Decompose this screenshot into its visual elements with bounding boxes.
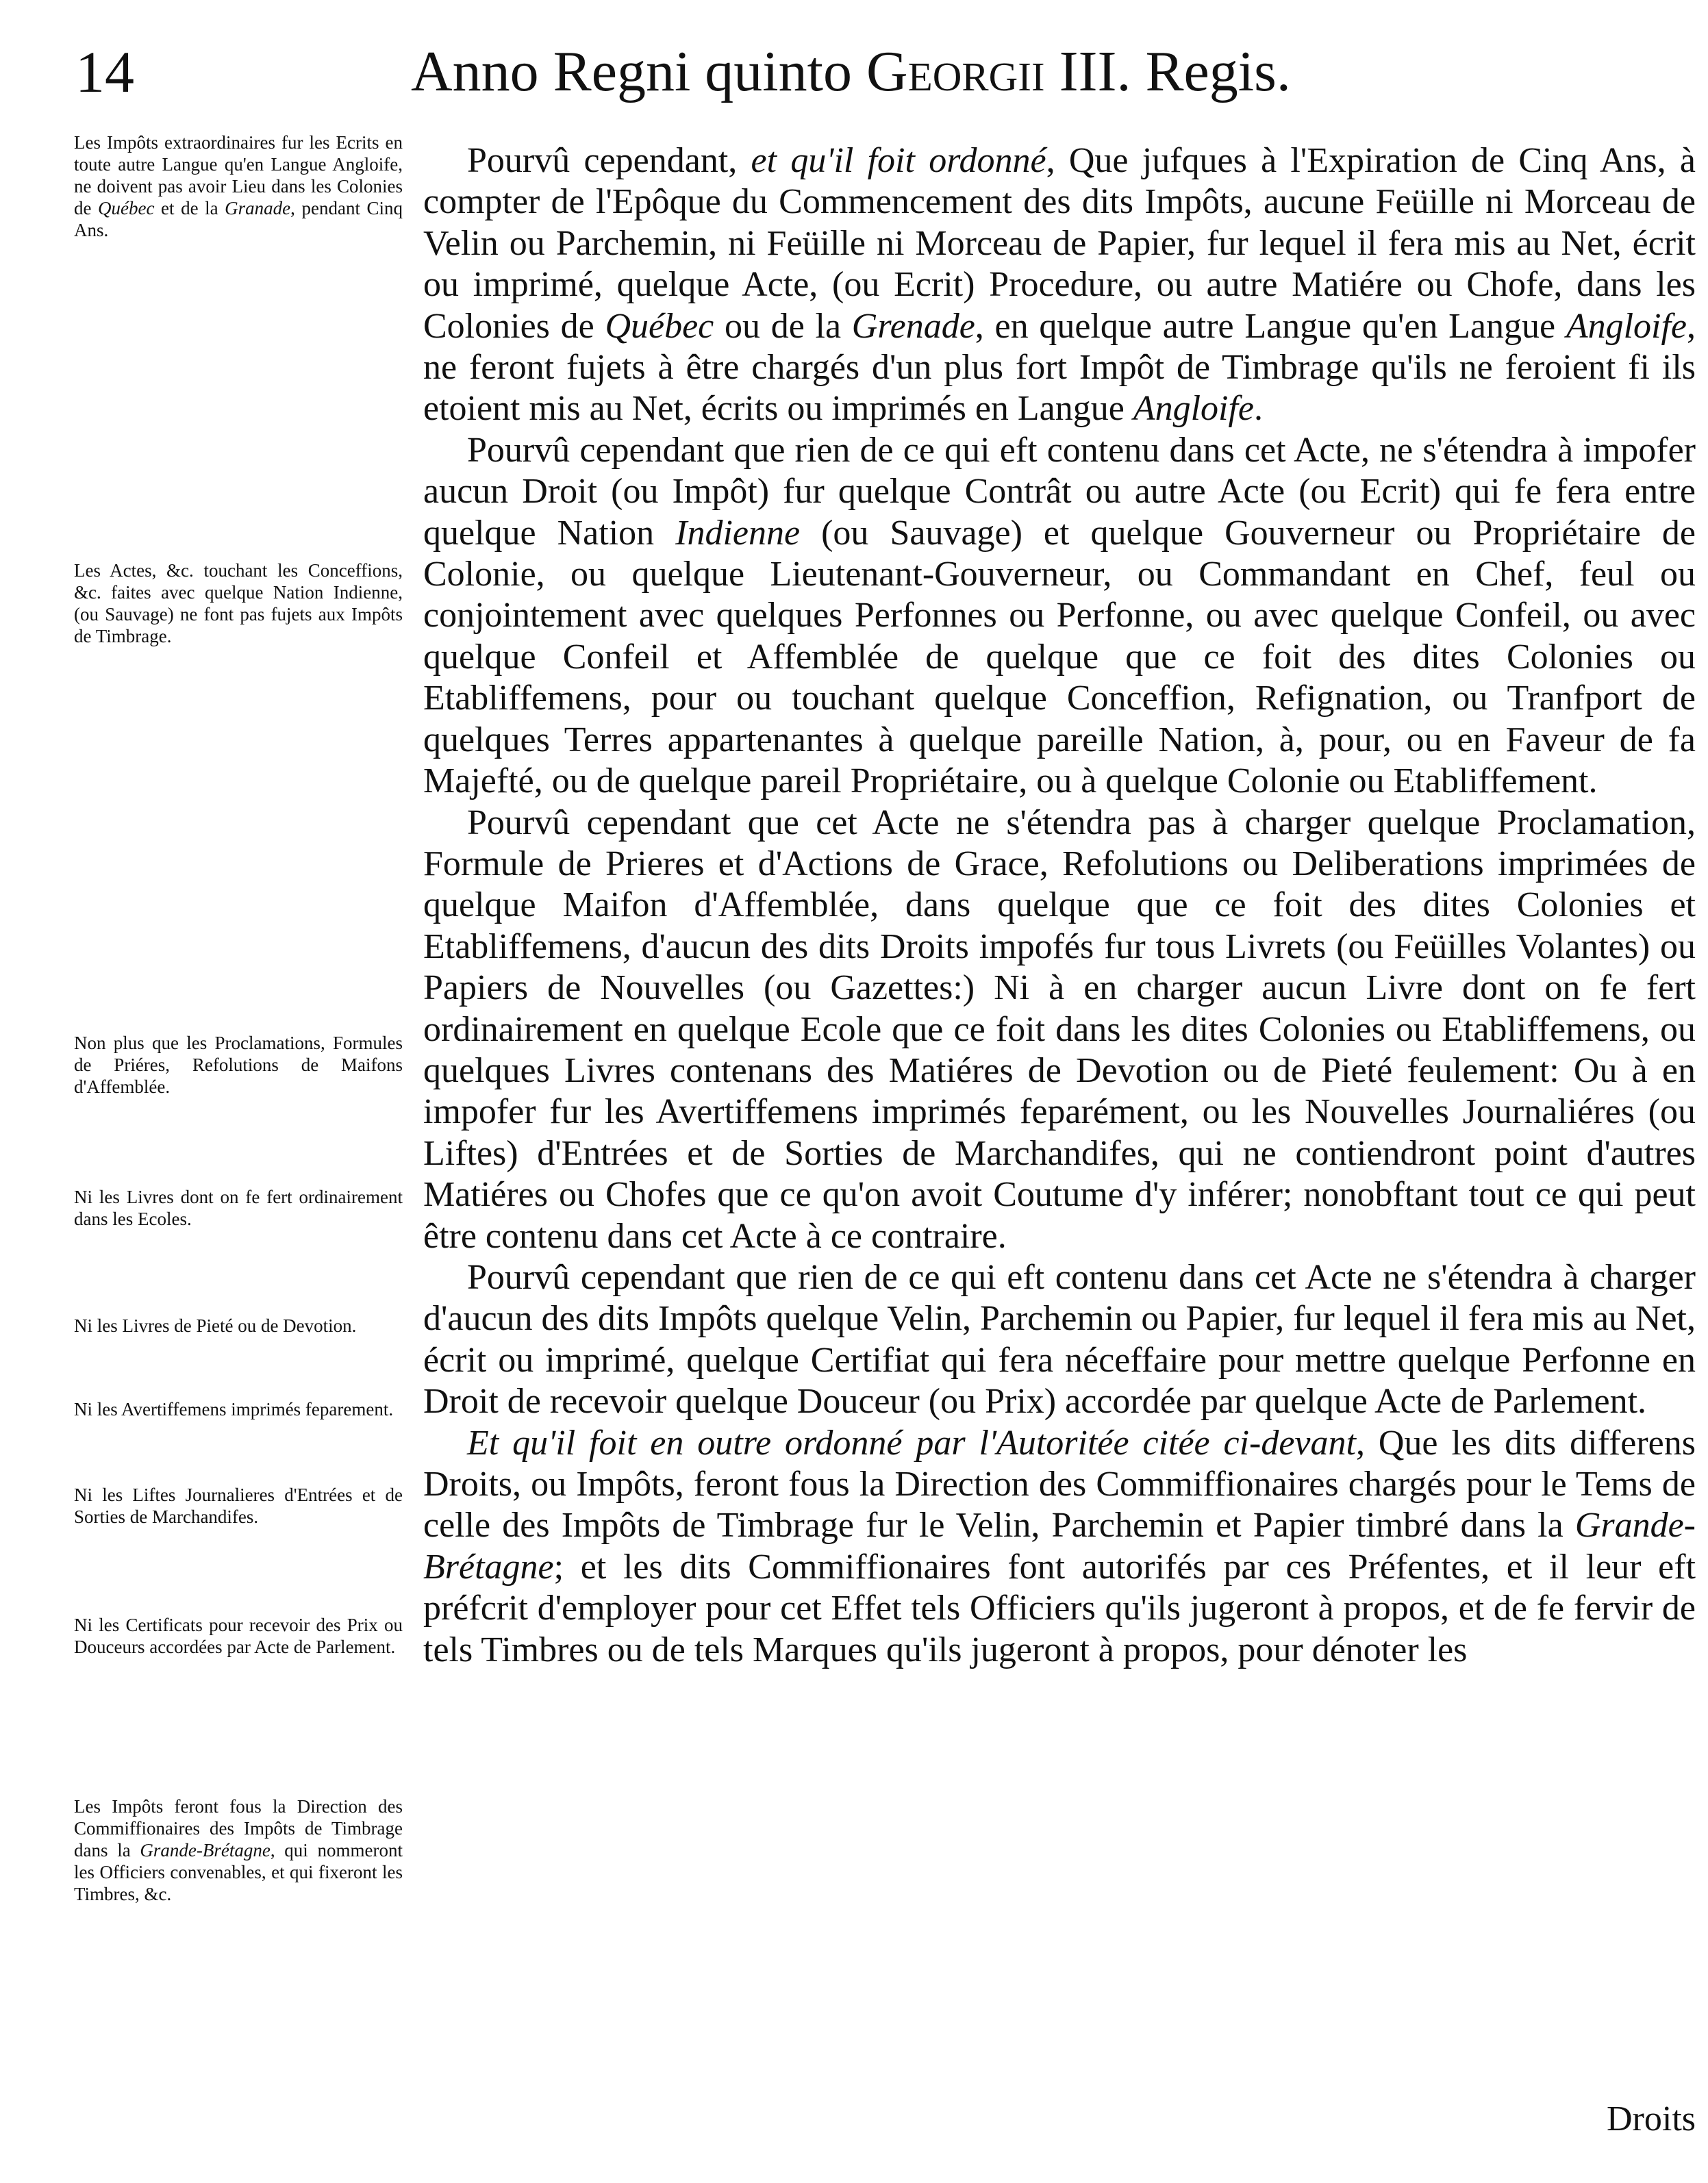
note-text: Ni les Certificats pour recevoir des Prix ou Douceurs accordées par Acte de Parlement. [74, 1615, 403, 1657]
paragraph-certificates-proviso [423, 1257, 1696, 1423]
note-text: Les Impôts extraordinaires fur les Ecrits en toute autre Langue qu'en Langue Angloife, ne doivent pas avoir Lieu dans les Colonies de [74, 132, 403, 218]
note-text-italic: Grande-Brétagne [140, 1840, 271, 1860]
paragraph-text: , en quelque autre Langue qu'en Langue [975, 306, 1566, 346]
paragraph-text: . [1254, 389, 1264, 429]
note-text-italic: Québec [98, 198, 155, 218]
note-text: , qui nommeront les Officiers convenables, et qui fixeront les Timbres, &c. [74, 1840, 403, 1904]
paragraph-text: ; et les dits Commiffionaires font autorifés par ces Préfentes, et il leur eft préfcrit d'employer pour cet Effet tels Officiers qu'ils jugeront à propos, et de fe fervir de tels Timbres ou de tels Marques qu'ils jugeront à propos, pour dénoter les [423, 1547, 1696, 1669]
paragraph-text-italic: Indienne [675, 513, 801, 553]
note-text: Non plus que les Proclamations, Formules de Priéres, Refolutions de Maifons d'Affemblée. [74, 1033, 403, 1097]
paragraph-text-italic: Grande-Brétagne [423, 1506, 1696, 1587]
paragraph-text: , Que jufques à l'Expiration de Cinq Ans, à compter de l'Epôque du Commencement des dits Impôts, aucune Feüille ni Morceau de Velin ou Parchemin, ni Feüille ni Morceau de Papier, fur lequel il fera mis au Net, écrit ou imprimé, quelque Acte, (ou Ecrit) Procedure, ou autre Matiére ou Chofe, dans les Colonies de [423, 141, 1696, 346]
margin-note-proclamations [74, 1032, 403, 1098]
paragraph-commissioners-enactment [423, 1423, 1696, 1671]
paragraph-foreign-language-proviso [423, 140, 1696, 430]
paragraph-text: Pourvû cependant, [467, 141, 751, 180]
note-text: Ni les Livres dont on fe fert ordinairement dans les Ecoles. [74, 1187, 403, 1229]
note-text: Les Actes, &c. touchant les Conceffions, &c. faites avec quelque Nation Indienne, (ou Sauvage) ne font pas fujets aux Impôts de Timbrage. [74, 560, 403, 646]
note-text: et de la [154, 198, 225, 218]
margin-note-merchandise-lists [74, 1484, 403, 1528]
paragraph-text: Pourvû cependant que rien de ce qui eft contenu dans cet Acte ne s'étendra à charger d'aucun des dits Impôts quelque Velin, Parchemin ou Papier, fur lequel il fera mis au Net, écrit ou imprimé, quelque Certifiat qui fera néceffaire pour mettre quelque Perfonne en Droit de recevoir quelque Douceur (ou Prix) accordée par quelque Acte de Parlement. [423, 1257, 1696, 1422]
paragraph-text-italic: et qu'il foit ordonné [751, 141, 1046, 180]
catchword: Droits [1607, 2099, 1696, 2138]
note-text: Ni les Liftes Journalieres d'Entrées et de Sorties de Marchandifes. [74, 1485, 403, 1527]
paragraph-text: Pourvû cependant que cet Acte ne s'étendra pas à charger quelque Proclamation, Formule de Prieres et d'Actions de Grace, Refolutions ou Deliberations imprimées de quelque Maifon d'Affemblée, dans quelque que ce foit des dites Colonies et Etabliffemens, d'aucun des dits Droits impofés fur tous Livrets (ou Feüilles Volantes) ou Papiers de Nouvelles (ou Gazettes:) Ni à en charger aucun Livre dont on fe fert ordinairement en quelque Ecole que ce foit dans les dites Colonies ou Etabliffemens, ou quelques Livres contenans des Matiéres de Devotion ou de Pieté feulement: Ou à en impofer fur les Avertiffemens imprimés feparément, ou les Nouvelles Journaliéres (ou Liftes) d'Entrées et de Sorties de Marchandifes, qui ne contiendront point d'autres Matiéres ou Chofes que ce qu'on avoit Coutume d'y inférer; nonobftant tout ce qui peut être contenu dans cet Acte à ce contraire. [423, 803, 1696, 1256]
margin-note-certificates [74, 1614, 403, 1658]
paragraph-text: (ou Sauvage) et quelque Gouverneur ou Propriétaire de Colonie, ou quelque Lieutenant-Gouverneur, ou Commandant en Chef, feul ou conjointement avec quelques Perfonnes ou Perfonne, ou avec quelque Confeil, ou avec quelque Confeil et Affemblée de quelque que ce foit des dites Colonies ou Etabliffemens, pour ou touchant quelque Conceffion, Refignation, ou Tranfport de quelques Terres appartenantes à quelque pareille Nation, à, pour, ou en Faveur de fa Majefté, ou de quelque pareil Propriétaire, ou à quelque Colonie ou Etabliffement. [423, 513, 1696, 801]
note-text: , pendant Cinq Ans. [74, 198, 403, 240]
paragraph-proclamations-proviso [423, 803, 1696, 1257]
paragraph-text-italic: Québec [605, 306, 714, 346]
margin-note-school-books [74, 1186, 403, 1230]
note-text: Les Impôts feront fous la Direction des Commiffionaires des Impôts de Timbrage dans la [74, 1796, 403, 1860]
margin-note-foreign-language [74, 131, 403, 241]
paragraph-text-italic: Angloife [1133, 389, 1255, 429]
margin-note-advertisements [74, 1398, 403, 1420]
paragraph-text: , ne feront fujets à être chargés d'un plus fort Impôt de Timbrage qu'ils ne feroient fi ils etoient mis au Net, écrits ou imprimés en Langue [423, 306, 1696, 429]
paragraph-indian-nations-proviso [423, 430, 1696, 803]
margin-note-devotion-books [74, 1315, 403, 1337]
paragraph-text-italic: Angloife [1566, 306, 1687, 346]
paragraph-text: Pourvû cependant que rien de ce qui eft contenu dans cet Acte, ne s'étendra à impofer aucun Droit (ou Impôt) fur quelque Contrât ou autre Acte (ou Ecrit) qui fe fera entre quelque Nation [423, 430, 1696, 553]
note-text-italic: Granade [225, 198, 291, 218]
paragraph-text: , Que les dits differens Droits, ou Impôts, feront fous la Direction des Commiffionaires chargés pour le Tems de celle des Impôts de Timbrage fur le Velin, Parchemin et Papier timbré dans la [423, 1423, 1696, 1545]
body-text [423, 140, 1696, 1671]
running-head-suffix: III. Regis. [1044, 40, 1291, 103]
note-text: Ni les Livres de Pieté ou de Devotion. [74, 1315, 357, 1336]
running-head-king: Georgii [866, 40, 1045, 103]
margin-note-commissioners [74, 1795, 403, 1905]
paragraph-text-italic: Grenade [851, 306, 975, 346]
running-head [411, 34, 1541, 110]
running-head-prefix: Anno Regni quinto [411, 40, 866, 103]
paragraph-text-italic: Et qu'il foit en outre ordonné par l'Autoritée citée ci-devant [467, 1423, 1356, 1463]
margin-note-indian-concessions [74, 559, 403, 647]
paragraph-text: ou de la [714, 306, 852, 346]
note-text: Ni les Avertiffemens imprimés feparement. [74, 1399, 394, 1419]
page-number: 14 [75, 39, 134, 105]
